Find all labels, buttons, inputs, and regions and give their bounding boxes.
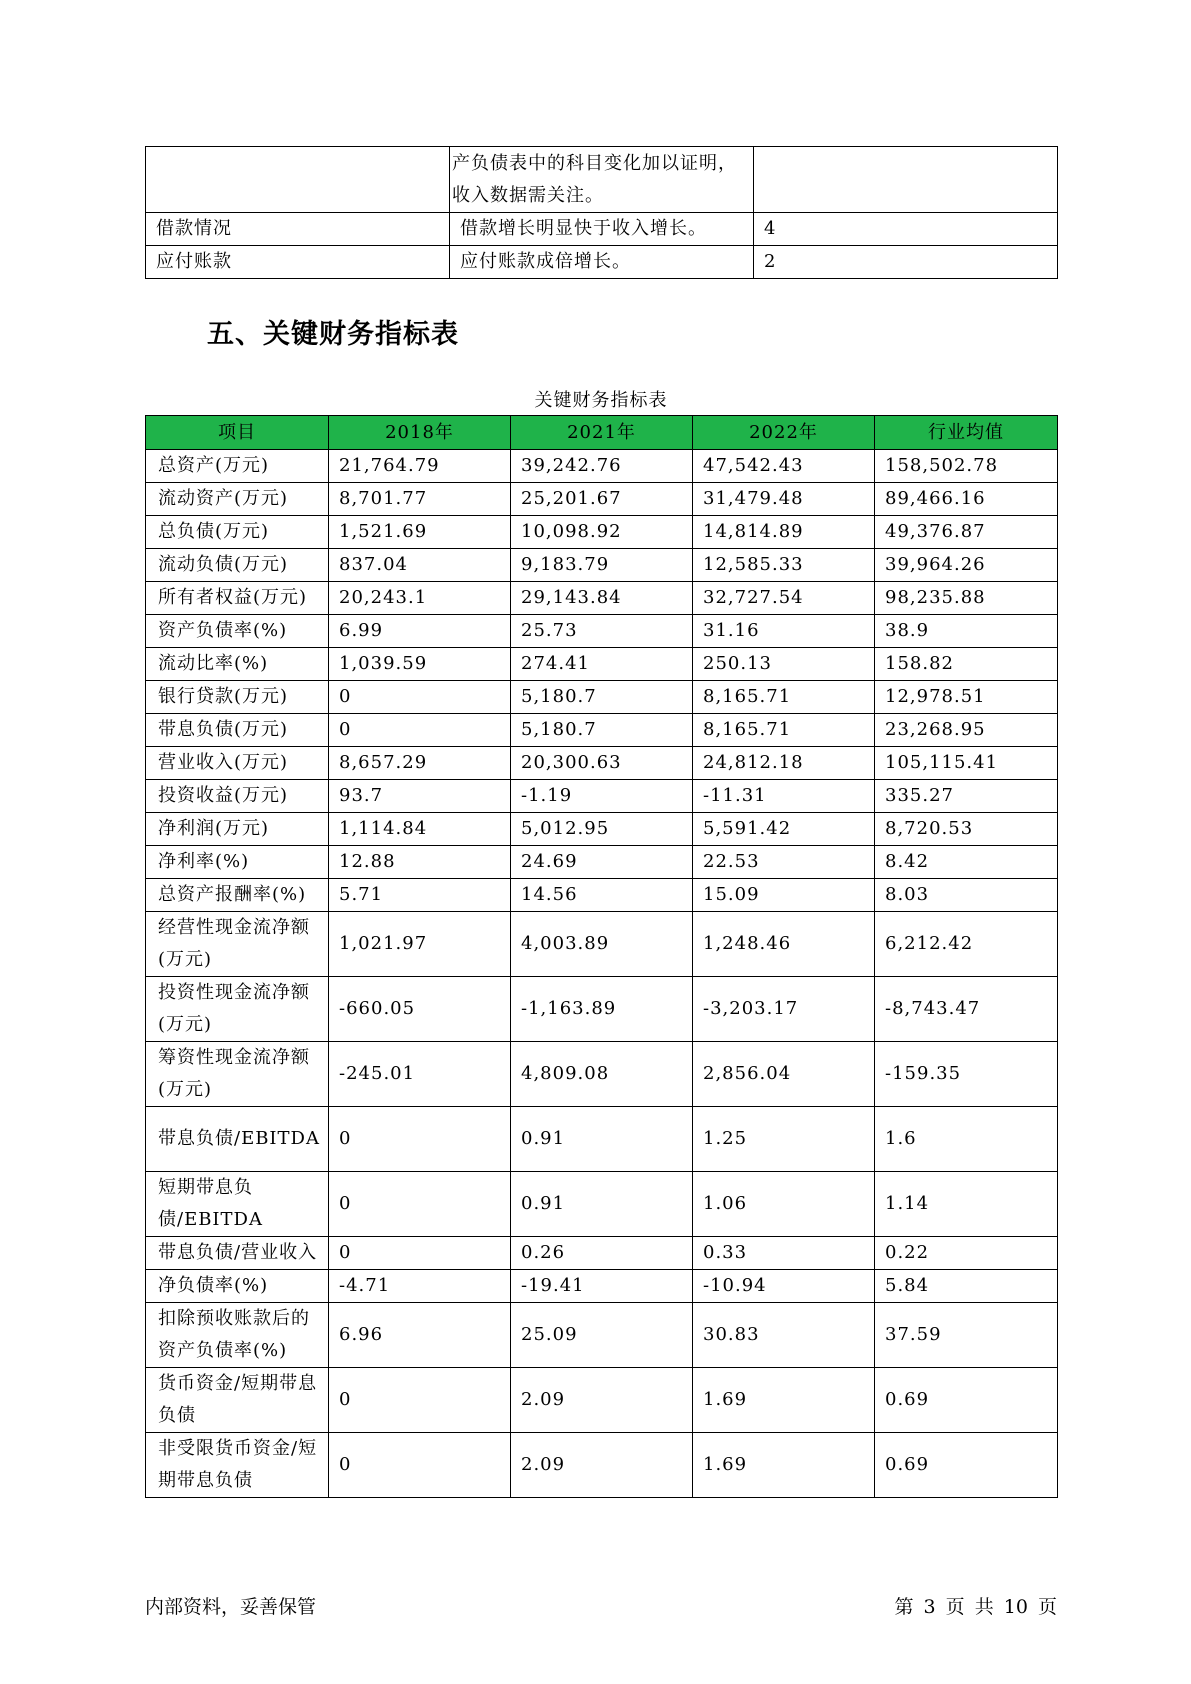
indicator-name-cell: 银行贷款(万元) <box>146 681 329 714</box>
value-2022-cell: 32,727.54 <box>693 582 875 615</box>
indicator-name-cell: 非受限货币资金/短期带息负债 <box>146 1433 329 1498</box>
industry-avg-cell: 0.22 <box>875 1237 1058 1270</box>
risk-score-cell <box>754 147 1058 213</box>
value-2018-cell: 0 <box>329 681 511 714</box>
industry-avg-cell: 8.42 <box>875 846 1058 879</box>
value-2021-cell: 29,143.84 <box>511 582 693 615</box>
value-2018-cell: 6.96 <box>329 1303 511 1368</box>
value-2018-cell: 0 <box>329 1172 511 1237</box>
table-row <box>146 450 1058 483</box>
value-2018-cell: 21,764.79 <box>329 450 511 483</box>
industry-avg-cell: 158.82 <box>875 648 1058 681</box>
risk-item-cell: 借款情况 <box>146 213 450 246</box>
value-2022-cell: 2,856.04 <box>693 1042 875 1107</box>
value-2018-cell: 8,701.77 <box>329 483 511 516</box>
value-2021-cell: 0.91 <box>511 1172 693 1237</box>
value-2018-cell: 8,657.29 <box>329 747 511 780</box>
table-row <box>146 582 1058 615</box>
indicator-name-cell: 带息负债/营业收入 <box>146 1237 329 1270</box>
value-2018-cell: 1,021.97 <box>329 912 511 977</box>
indicator-name-cell: 净负债率(%) <box>146 1270 329 1303</box>
value-2018-cell: 20,243.1 <box>329 582 511 615</box>
value-2022-cell: 0.33 <box>693 1237 875 1270</box>
page-suffix: 页 <box>1037 1596 1057 1618</box>
indicator-name-cell: 货币资金/短期带息负债 <box>146 1368 329 1433</box>
table-header-row <box>146 416 1058 450</box>
value-2022-cell: 47,542.43 <box>693 450 875 483</box>
table-row <box>146 549 1058 582</box>
indicator-name-cell: 投资性现金流净额(万元) <box>146 977 329 1042</box>
value-2021-cell: 0.91 <box>511 1107 693 1172</box>
table-row <box>146 516 1058 549</box>
value-2021-cell: -1,163.89 <box>511 977 693 1042</box>
value-2022-cell: 22.53 <box>693 846 875 879</box>
industry-avg-cell: 38.9 <box>875 615 1058 648</box>
value-2018-cell: 0 <box>329 1368 511 1433</box>
indicator-name-cell: 扣除预收账款后的资产负债率(%) <box>146 1303 329 1368</box>
value-2021-cell: 25.09 <box>511 1303 693 1368</box>
indicator-name-cell: 投资收益(万元) <box>146 780 329 813</box>
key-financial-indicators-table <box>145 415 1058 1498</box>
page-current: 3 <box>923 1596 936 1618</box>
value-2021-cell: 39,242.76 <box>511 450 693 483</box>
value-2022-cell: 1.69 <box>693 1368 875 1433</box>
value-2022-cell: 1.25 <box>693 1107 875 1172</box>
indicator-name-cell: 流动负债(万元) <box>146 549 329 582</box>
table-row <box>146 1042 1058 1107</box>
value-2022-cell: 30.83 <box>693 1303 875 1368</box>
value-2021-cell: 4,809.08 <box>511 1042 693 1107</box>
industry-avg-cell: -8,743.47 <box>875 977 1058 1042</box>
industry-avg-cell: 12,978.51 <box>875 681 1058 714</box>
industry-avg-cell: 1.14 <box>875 1172 1058 1237</box>
table-row <box>146 648 1058 681</box>
industry-avg-cell: 0.69 <box>875 1368 1058 1433</box>
value-2021-cell: 24.69 <box>511 846 693 879</box>
indicator-name-cell: 经营性现金流净额(万元) <box>146 912 329 977</box>
industry-avg-cell: 37.59 <box>875 1303 1058 1368</box>
risk-table <box>145 146 1058 279</box>
value-2018-cell: 837.04 <box>329 549 511 582</box>
risk-desc-cell: 应付账款成倍增长。 <box>450 246 754 279</box>
table-row <box>146 1237 1058 1270</box>
value-2021-cell: -1.19 <box>511 780 693 813</box>
industry-avg-cell: 49,376.87 <box>875 516 1058 549</box>
table-row <box>146 1107 1058 1172</box>
value-2021-cell: 25.73 <box>511 615 693 648</box>
risk-desc-cell: 产负债表中的科目变化加以证明，收入数据需关注。 <box>450 147 754 213</box>
value-2018-cell: 6.99 <box>329 615 511 648</box>
value-2018-cell: 5.71 <box>329 879 511 912</box>
table-row <box>146 879 1058 912</box>
value-2021-cell: 5,180.7 <box>511 714 693 747</box>
risk-item-cell <box>146 147 450 213</box>
value-2021-cell: -19.41 <box>511 1270 693 1303</box>
page-total: 10 <box>1003 1596 1028 1618</box>
table-row <box>146 977 1058 1042</box>
indicator-name-cell: 净利率(%) <box>146 846 329 879</box>
industry-avg-cell: 5.84 <box>875 1270 1058 1303</box>
table-row <box>146 1368 1058 1433</box>
table-row <box>146 747 1058 780</box>
industry-avg-cell: 0.69 <box>875 1433 1058 1498</box>
table-row <box>146 615 1058 648</box>
table-row <box>146 681 1058 714</box>
indicator-name-cell: 总负债(万元) <box>146 516 329 549</box>
indicator-name-cell: 总资产(万元) <box>146 450 329 483</box>
header-2022: 2022年 <box>693 416 875 450</box>
page-number <box>894 1592 1057 1619</box>
industry-avg-cell: -159.35 <box>875 1042 1058 1107</box>
value-2021-cell: 274.41 <box>511 648 693 681</box>
value-2022-cell: 1.69 <box>693 1433 875 1498</box>
indicator-name-cell: 资产负债率(%) <box>146 615 329 648</box>
value-2021-cell: 2.09 <box>511 1433 693 1498</box>
value-2022-cell: 1,248.46 <box>693 912 875 977</box>
value-2022-cell: 8,165.71 <box>693 681 875 714</box>
industry-avg-cell: 158,502.78 <box>875 450 1058 483</box>
value-2022-cell: -3,203.17 <box>693 977 875 1042</box>
table-row <box>146 1172 1058 1237</box>
value-2022-cell: 5,591.42 <box>693 813 875 846</box>
value-2022-cell: 31.16 <box>693 615 875 648</box>
value-2022-cell: 15.09 <box>693 879 875 912</box>
indicator-name-cell: 带息负债/EBITDA <box>146 1107 329 1172</box>
table-row <box>146 846 1058 879</box>
value-2018-cell: 1,521.69 <box>329 516 511 549</box>
value-2021-cell: 25,201.67 <box>511 483 693 516</box>
value-2021-cell: 20,300.63 <box>511 747 693 780</box>
value-2018-cell: -245.01 <box>329 1042 511 1107</box>
header-item: 项目 <box>146 416 329 450</box>
industry-avg-cell: 8,720.53 <box>875 813 1058 846</box>
value-2022-cell: -10.94 <box>693 1270 875 1303</box>
table-caption: 关键财务指标表 <box>534 390 668 411</box>
indicator-name-cell: 流动比率(%) <box>146 648 329 681</box>
industry-avg-cell: 105,115.41 <box>875 747 1058 780</box>
value-2021-cell: 9,183.79 <box>511 549 693 582</box>
table-row <box>146 1270 1058 1303</box>
value-2022-cell: 31,479.48 <box>693 483 875 516</box>
value-2018-cell: 1,114.84 <box>329 813 511 846</box>
value-2022-cell: 12,585.33 <box>693 549 875 582</box>
indicator-name-cell: 筹资性现金流净额(万元) <box>146 1042 329 1107</box>
header-2018: 2018年 <box>329 416 511 450</box>
indicator-name-cell: 净利润(万元) <box>146 813 329 846</box>
value-2018-cell: 0 <box>329 714 511 747</box>
value-2018-cell: 0 <box>329 1107 511 1172</box>
indicator-name-cell: 所有者权益(万元) <box>146 582 329 615</box>
page-mid: 页 共 <box>945 1596 994 1618</box>
value-2021-cell: 5,180.7 <box>511 681 693 714</box>
table-row <box>146 246 1058 279</box>
value-2021-cell: 5,012.95 <box>511 813 693 846</box>
industry-avg-cell: 39,964.26 <box>875 549 1058 582</box>
header-industry-avg: 行业均值 <box>875 416 1058 450</box>
table-row <box>146 780 1058 813</box>
risk-item-cell: 应付账款 <box>146 246 450 279</box>
risk-score-cell: 4 <box>754 213 1058 246</box>
header-2021: 2021年 <box>511 416 693 450</box>
risk-score-cell: 2 <box>754 246 1058 279</box>
value-2021-cell: 10,098.92 <box>511 516 693 549</box>
indicator-name-cell: 总资产报酬率(%) <box>146 879 329 912</box>
footer-confidential-note: 内部资料，妥善保管 <box>145 1596 317 1618</box>
value-2018-cell: 93.7 <box>329 780 511 813</box>
value-2018-cell: -4.71 <box>329 1270 511 1303</box>
value-2021-cell: 0.26 <box>511 1237 693 1270</box>
industry-avg-cell: 98,235.88 <box>875 582 1058 615</box>
value-2022-cell: 1.06 <box>693 1172 875 1237</box>
indicator-name-cell: 营业收入(万元) <box>146 747 329 780</box>
industry-avg-cell: 6,212.42 <box>875 912 1058 977</box>
table-row <box>146 1433 1058 1498</box>
value-2022-cell: 250.13 <box>693 648 875 681</box>
table-row <box>146 912 1058 977</box>
indicator-name-cell: 短期带息负债/EBITDA <box>146 1172 329 1237</box>
table-row <box>146 714 1058 747</box>
industry-avg-cell: 1.6 <box>875 1107 1058 1172</box>
industry-avg-cell: 335.27 <box>875 780 1058 813</box>
value-2021-cell: 4,003.89 <box>511 912 693 977</box>
value-2018-cell: -660.05 <box>329 977 511 1042</box>
table-row <box>146 483 1058 516</box>
industry-avg-cell: 89,466.16 <box>875 483 1058 516</box>
value-2021-cell: 2.09 <box>511 1368 693 1433</box>
indicator-name-cell: 流动资产(万元) <box>146 483 329 516</box>
value-2018-cell: 0 <box>329 1237 511 1270</box>
table-row <box>146 1303 1058 1368</box>
table-row <box>146 147 1058 213</box>
risk-desc-cell: 借款增长明显快于收入增长。 <box>450 213 754 246</box>
industry-avg-cell: 8.03 <box>875 879 1058 912</box>
value-2018-cell: 0 <box>329 1433 511 1498</box>
value-2022-cell: 24,812.18 <box>693 747 875 780</box>
table-row <box>146 213 1058 246</box>
value-2022-cell: 14,814.89 <box>693 516 875 549</box>
indicator-name-cell: 带息负债(万元) <box>146 714 329 747</box>
value-2018-cell: 1,039.59 <box>329 648 511 681</box>
page-prefix: 第 <box>894 1596 914 1618</box>
industry-avg-cell: 23,268.95 <box>875 714 1058 747</box>
value-2022-cell: 8,165.71 <box>693 714 875 747</box>
value-2022-cell: -11.31 <box>693 780 875 813</box>
section-heading: 五、关键财务指标表 <box>207 319 459 350</box>
value-2021-cell: 14.56 <box>511 879 693 912</box>
table-row <box>146 813 1058 846</box>
value-2018-cell: 12.88 <box>329 846 511 879</box>
